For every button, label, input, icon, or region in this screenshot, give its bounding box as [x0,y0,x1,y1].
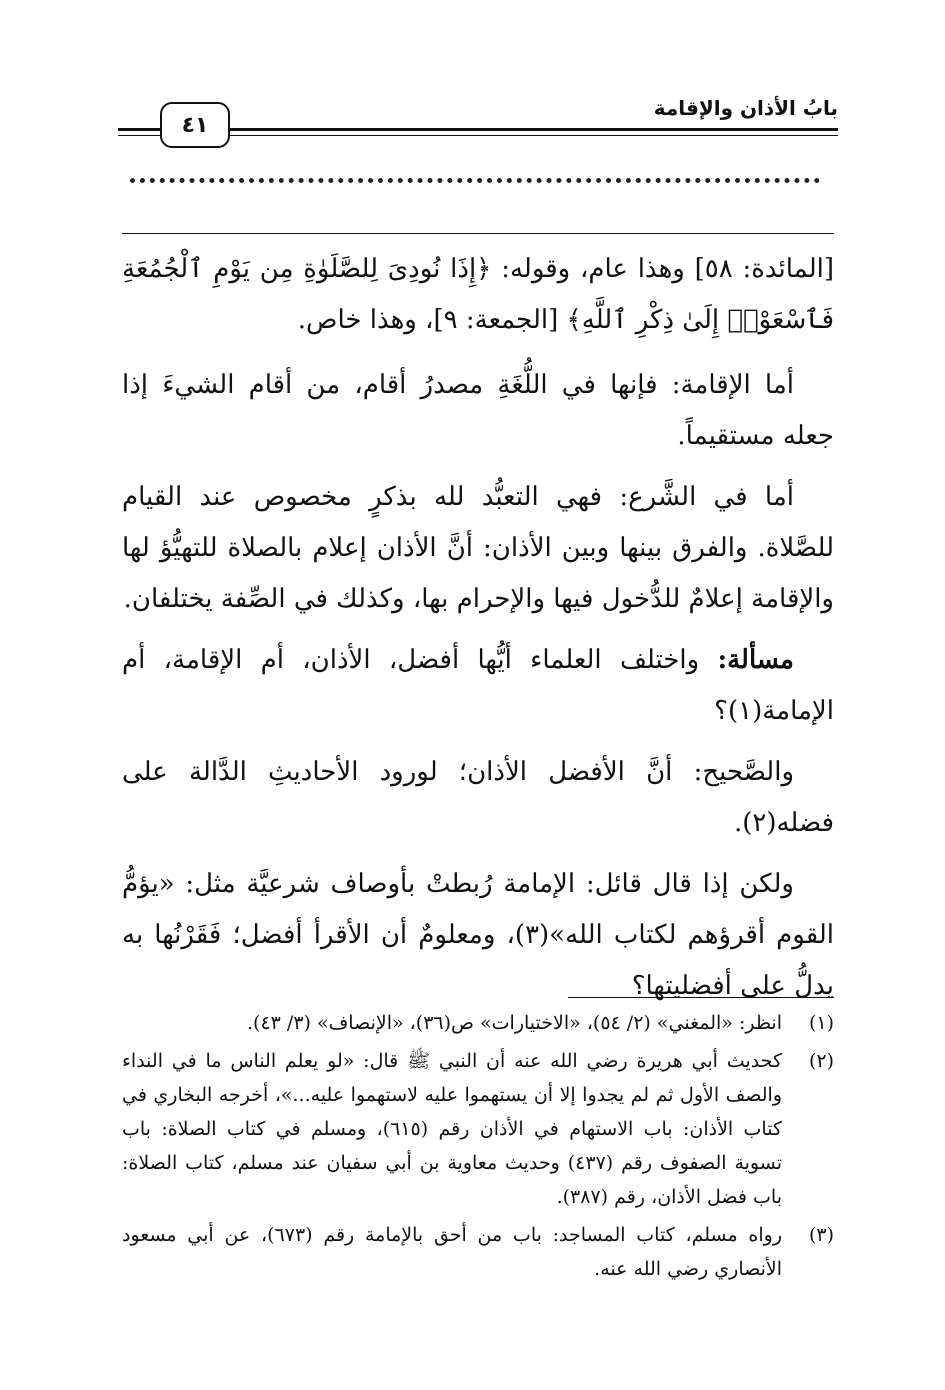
paragraph: أما في الشَّرع: فهي التعبُّد لله بذكرٍ مخصوص عند القيام للصَّلاة. والفرق بينها وبين الأذان: أنَّ الأذان إعلام بالصلاة للتهيُّؤ لها والإقامة إعلامٌ للدُّخول فيها والإحرام بها، وكذلك في الصِّفة يختلفان. [122,482,834,614]
chapter-title: بابُ الأذان والإقامة [653,96,838,120]
page-header [118,90,838,150]
footnote [122,1006,834,1040]
footnote-number: (١) [808,1012,834,1034]
footnote-text: انظر: «المغني» (٢/ ٥٤)، «الاختيارات» ص(٣٦)، «الإنصاف» (٣/ ٤٣). [246,1012,782,1034]
masalah-label: مسألة: [717,645,794,675]
paragraph: أما الإقامة: فإنها في اللُّغَةِ مصدرُ أقام، من أقام الشيءَ إذا جعله مستقيماً. [122,370,834,451]
paragraph-text: واختلف العلماء أيُّها أفضل، الأذان، أم الإقامة، أم الإمامة(١)؟ [122,645,834,726]
paragraph: ولكن إذا قال قائل: الإمامة رُبطتْ بأوصاف شرعيَّة مثل: «يؤمُّ القوم أقرؤهم لكتاب الله»(٣)، ومعلومٌ أن الأقرأ أفضل؛ فَقَرْنُها به يدلُّ على أفضليتها؟ [122,869,834,1001]
footnote-text: كحديث أبي هريرة رضي الله عنه أن النبي ﷺ قال: «لو يعلم الناس ما في النداء والصف الأول ثم لم يجدوا إلا أن يستهموا عليه لاستهموا عليه...»، أخرجه البخاري في كتاب الأذان: باب الاستهام في الأذان رقم (٦١٥)، ومسلم في كتاب الصلاة: باب تسوية الصفوف رقم (٤٣٧) وحديث معاوية بن أبي سفيان عند مسلم، كتاب الصلاة: باب فضل الأذان، رقم (٣٨٧). [122,1050,782,1208]
footnote [122,1044,834,1214]
main-text [122,244,834,1022]
text-top-rule [122,233,834,234]
paragraph-masalah [122,635,834,737]
page-number: ٤١ [160,102,230,148]
footnote-number: (٣) [808,1224,834,1246]
footnote [122,1218,834,1286]
footnote-text: رواه مسلم، كتاب المساجد: باب من أحق بالإمامة رقم (٦٧٣)، عن أبي مسعود الأنصاري رضي الله عنه. [122,1224,782,1280]
footnote-rule [568,997,834,998]
footnotes [122,1006,834,1290]
footnote-number: (٢) [808,1050,834,1072]
paragraph: [المائدة: ٥٨] وهذا عام، وقوله: ﴿إِذَا نُودِىَ لِلصَّلَوٰةِ مِن يَوْمِ ٱلْجُمُعَةِ فَٱسْعَوْا۟ إِلَىٰ ذِكْرِ ٱللَّهِ﴾ [الجمعة: ٩]، وهذا خاص. [122,254,835,335]
dotted-separator [130,178,820,183]
paragraph: والصَّحيح: أنَّ الأفضل الأذان؛ لورود الأحاديثِ الدَّالة على فضله(٢). [122,757,834,838]
